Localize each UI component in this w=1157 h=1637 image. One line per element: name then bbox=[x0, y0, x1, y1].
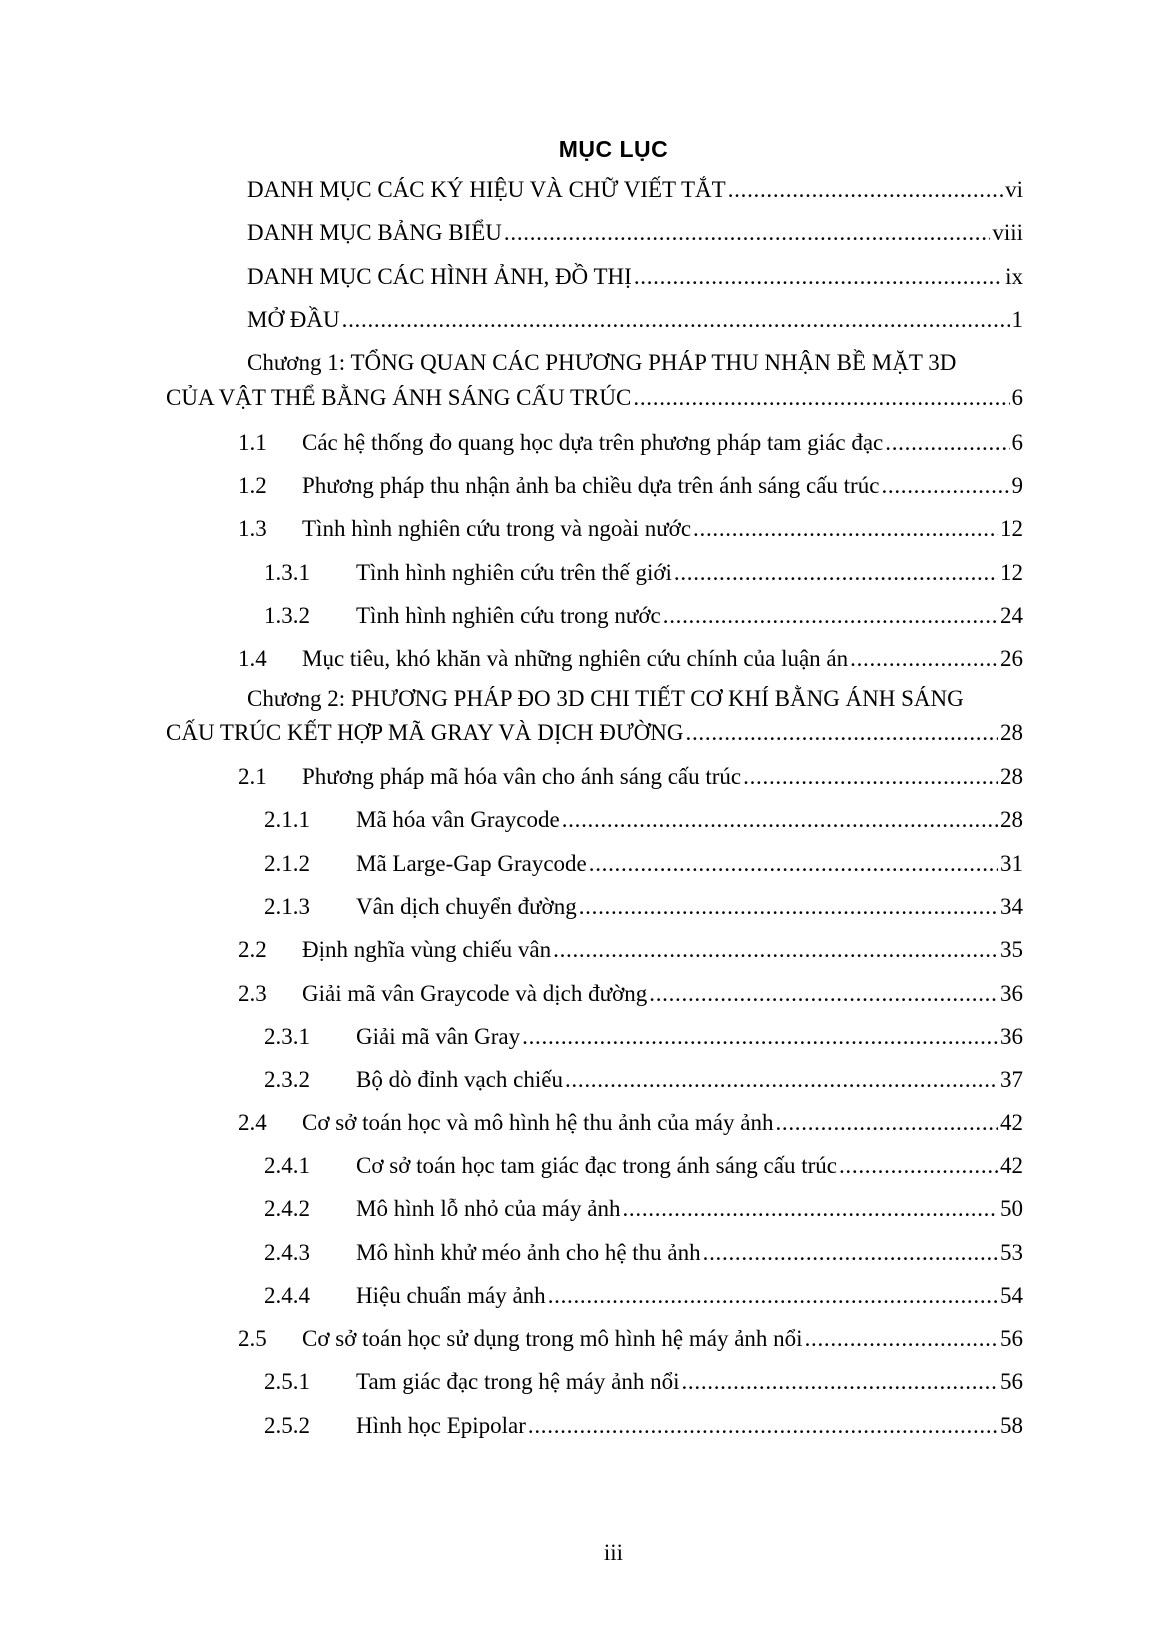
toc-entry-label: Hình học Epipolar bbox=[356, 1413, 526, 1438]
toc-entry[interactable] bbox=[264, 1367, 1023, 1397]
chapter-1-entry[interactable] bbox=[166, 383, 1023, 413]
toc-entry-label: Tình hình nghiên cứu trên thế giới bbox=[356, 560, 672, 585]
toc-entry-label: Cơ sở toán học và mô hình hệ thu ảnh của máy ảnh bbox=[302, 1110, 774, 1135]
section-number: 1.4 bbox=[238, 646, 267, 671]
toc-entry-label: Tình hình nghiên cứu trong nước bbox=[356, 603, 661, 628]
toc-entry[interactable] bbox=[238, 979, 1023, 1009]
toc-entry[interactable] bbox=[264, 1065, 1023, 1095]
section-number: 2.5 bbox=[238, 1326, 267, 1351]
toc-entry[interactable] bbox=[264, 1194, 1023, 1224]
chapter-1-heading-line2: CỦA VẬT THỂ BẰNG ÁNH SÁNG CẤU TRÚC bbox=[166, 385, 632, 410]
toc-entry[interactable] bbox=[264, 1151, 1023, 1181]
toc-entry-page: 35 bbox=[1000, 937, 1023, 962]
dot-leader bbox=[562, 805, 998, 835]
toc-title: MỤC LỤC bbox=[558, 136, 669, 162]
section-number: 2.4.1 bbox=[264, 1153, 310, 1178]
toc-entry-page: 34 bbox=[1000, 894, 1023, 919]
dot-leader bbox=[504, 218, 990, 248]
dot-leader bbox=[548, 1281, 998, 1311]
section-number: 2.5.1 bbox=[264, 1369, 310, 1394]
dot-leader bbox=[565, 1065, 998, 1095]
dot-leader bbox=[663, 601, 998, 631]
dot-leader bbox=[743, 762, 998, 792]
dot-leader bbox=[528, 1411, 998, 1441]
toc-entry-page: 54 bbox=[1000, 1283, 1023, 1308]
toc-entry-label: Mục tiêu, khó khăn và những nghiên cứu chính của luận án bbox=[302, 646, 849, 671]
toc-entry-page: 28 bbox=[1000, 764, 1023, 789]
toc-entry-page: 42 bbox=[1000, 1110, 1023, 1135]
section-number: 1.3.2 bbox=[264, 603, 310, 628]
toc-entry-page: 50 bbox=[1000, 1196, 1023, 1221]
toc-entry[interactable] bbox=[238, 471, 1023, 501]
section-number: 2.4.2 bbox=[264, 1196, 310, 1221]
section-number: 2.4 bbox=[238, 1110, 267, 1135]
toc-entry[interactable] bbox=[264, 805, 1023, 835]
section-number: 2.5.2 bbox=[264, 1413, 310, 1438]
dot-leader bbox=[634, 262, 1003, 292]
toc-entry[interactable] bbox=[247, 305, 1023, 335]
toc-entry[interactable] bbox=[264, 849, 1023, 879]
toc-entry-label: Cơ sở toán học sử dụng trong mô hình hệ máy ảnh nổi bbox=[302, 1326, 803, 1351]
dot-leader bbox=[693, 514, 998, 544]
dot-leader bbox=[553, 935, 998, 965]
toc-entry[interactable] bbox=[264, 1022, 1023, 1052]
toc-entry-label: Giải mã vân Graycode và dịch đường bbox=[302, 981, 648, 1006]
chapter-2-heading-line1[interactable]: Chương 2: PHƯƠNG PHÁP ĐO 3D CHI TIẾT CƠ KHÍ BẰNG ÁNH SÁNG bbox=[247, 686, 964, 711]
toc-entry-page: 12 bbox=[1000, 560, 1023, 585]
section-number: 1.2 bbox=[238, 473, 267, 498]
toc-entry-page: 26 bbox=[1000, 646, 1023, 671]
toc-entry-page: 12 bbox=[1000, 516, 1023, 541]
toc-entry[interactable] bbox=[247, 262, 1023, 292]
toc-entry-label: Mô hình lỗ nhỏ của máy ảnh bbox=[356, 1196, 621, 1221]
toc-entry-page: 1 bbox=[1011, 307, 1023, 332]
toc-entry-label: DANH MỤC CÁC HÌNH ẢNH, ĐỒ THỊ bbox=[247, 264, 632, 289]
toc-entry-label: Mã hóa vân Graycode bbox=[356, 807, 560, 832]
toc-entry[interactable] bbox=[238, 428, 1023, 458]
section-number: 2.3.1 bbox=[264, 1024, 310, 1049]
toc-entry-page: 24 bbox=[1000, 603, 1023, 628]
toc-entry-label: Mô hình khử méo ảnh cho hệ thu ảnh bbox=[356, 1240, 701, 1265]
dot-leader bbox=[881, 471, 1009, 501]
dot-leader bbox=[686, 718, 998, 748]
section-number: 2.4.4 bbox=[264, 1283, 310, 1308]
toc-entry[interactable] bbox=[238, 644, 1023, 674]
dot-leader bbox=[633, 383, 1009, 413]
toc-entry-page: 56 bbox=[1000, 1369, 1023, 1394]
toc-entry-label: Định nghĩa vùng chiếu vân bbox=[302, 937, 552, 962]
section-number: 2.3.2 bbox=[264, 1067, 310, 1092]
section-number: 2.2 bbox=[238, 937, 267, 962]
chapter-2-entry[interactable] bbox=[166, 718, 1023, 748]
toc-entry-label: DANH MỤC CÁC KÝ HIỆU VÀ CHỮ VIẾT TẮT bbox=[247, 177, 726, 202]
dot-leader bbox=[775, 1108, 998, 1138]
toc-entry[interactable] bbox=[238, 1108, 1023, 1138]
toc-entry[interactable] bbox=[238, 762, 1023, 792]
dot-leader bbox=[805, 1324, 998, 1354]
dot-leader bbox=[728, 175, 1003, 205]
toc-entry[interactable] bbox=[247, 175, 1023, 205]
toc-entry-label: DANH MỤC BẢNG BIỂU bbox=[247, 220, 502, 245]
page-number: iii bbox=[603, 1540, 624, 1565]
toc-entry[interactable] bbox=[264, 1238, 1023, 1268]
section-number: 1.3 bbox=[238, 516, 267, 541]
toc-entry-label: Bộ dò đỉnh vạch chiếu bbox=[356, 1067, 563, 1092]
toc-entry[interactable] bbox=[264, 892, 1023, 922]
section-number: 2.1.2 bbox=[264, 851, 310, 876]
toc-entry-page: 9 bbox=[1011, 473, 1023, 498]
dot-leader bbox=[703, 1238, 998, 1268]
chapter-1-heading-line1[interactable]: Chương 1: TỔNG QUAN CÁC PHƯƠNG PHÁP THU NHẬN BỀ MẶT 3D bbox=[247, 350, 957, 375]
dot-leader bbox=[589, 849, 998, 879]
section-number: 2.4.3 bbox=[264, 1240, 310, 1265]
dot-leader bbox=[342, 305, 1010, 335]
toc-entry-page: 28 bbox=[1000, 720, 1023, 745]
toc-entry-label: Tình hình nghiên cứu trong và ngoài nước bbox=[302, 516, 692, 541]
toc-entry-label: Phương pháp thu nhận ảnh ba chiều dựa trên ánh sáng cấu trúc bbox=[302, 473, 880, 498]
toc-entry-page: ix bbox=[1005, 264, 1023, 289]
toc-entry-page: 31 bbox=[1000, 851, 1023, 876]
toc-entry-page: 28 bbox=[1000, 807, 1023, 832]
toc-entry-page: 37 bbox=[1000, 1067, 1023, 1092]
toc-entry-page: 6 bbox=[1011, 430, 1023, 455]
toc-entry-page: 56 bbox=[1000, 1326, 1023, 1351]
section-number: 1.1 bbox=[238, 430, 267, 455]
toc-entry[interactable] bbox=[238, 514, 1023, 544]
dot-leader bbox=[522, 1022, 998, 1052]
dot-leader bbox=[622, 1194, 998, 1224]
dot-leader bbox=[579, 892, 998, 922]
toc-entry[interactable] bbox=[264, 1411, 1023, 1441]
toc-entry-label: Các hệ thống đo quang học dựa trên phương pháp tam giác đạc bbox=[302, 430, 884, 455]
toc-entry-page: 42 bbox=[1000, 1153, 1023, 1178]
toc-entry-page: 36 bbox=[1000, 1024, 1023, 1049]
toc-entry-page: 36 bbox=[1000, 981, 1023, 1006]
toc-entry-label: Mã Large-Gap Graycode bbox=[356, 851, 587, 876]
chapter-2-heading-line2: CẤU TRÚC KẾT HỢP MÃ GRAY VÀ DỊCH ĐƯỜNG bbox=[166, 720, 684, 745]
toc-entry-page: 6 bbox=[1011, 385, 1023, 410]
toc-entry-label: Cơ sở toán học tam giác đạc trong ánh sáng cấu trúc bbox=[356, 1153, 837, 1178]
section-number: 2.3 bbox=[238, 981, 267, 1006]
toc-entry-label: Phương pháp mã hóa vân cho ánh sáng cấu trúc bbox=[302, 764, 742, 789]
toc-entry-page: 58 bbox=[1000, 1413, 1023, 1438]
dot-leader bbox=[885, 428, 1009, 458]
dot-leader bbox=[839, 1151, 998, 1181]
toc-entry-label: MỞ ĐẦU bbox=[247, 307, 340, 332]
toc-entry-label: Hiệu chuẩn máy ảnh bbox=[356, 1283, 546, 1308]
toc-entry-label: Tam giác đạc trong hệ máy ảnh nổi bbox=[356, 1369, 680, 1394]
section-number: 1.3.1 bbox=[264, 560, 310, 585]
toc-entry[interactable] bbox=[264, 558, 1023, 588]
toc-entry[interactable] bbox=[264, 601, 1023, 631]
toc-entry-page: viii bbox=[992, 220, 1023, 245]
toc-entry-label: Giải mã vân Gray bbox=[356, 1024, 521, 1049]
toc-entry-label: Vân dịch chuyển đường bbox=[356, 894, 577, 919]
toc-entry[interactable] bbox=[238, 1324, 1023, 1354]
section-number: 2.1.1 bbox=[264, 807, 310, 832]
dot-leader bbox=[649, 979, 998, 1009]
section-number: 2.1 bbox=[238, 764, 267, 789]
section-number: 2.1.3 bbox=[264, 894, 310, 919]
toc-entry[interactable] bbox=[264, 1281, 1023, 1311]
toc-entry-page: 53 bbox=[1000, 1240, 1023, 1265]
dot-leader bbox=[681, 1367, 998, 1397]
dot-leader bbox=[850, 644, 998, 674]
toc-entry[interactable] bbox=[238, 935, 1023, 965]
dot-leader bbox=[674, 558, 998, 588]
toc-entry[interactable] bbox=[247, 218, 1023, 248]
toc-entry-page: vi bbox=[1005, 177, 1023, 202]
